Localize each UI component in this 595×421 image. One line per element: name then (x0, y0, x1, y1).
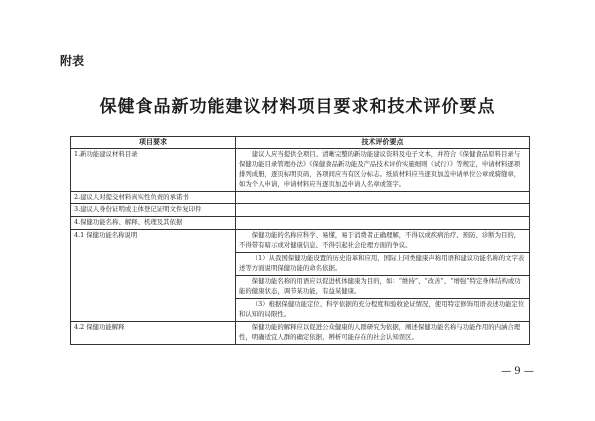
table-row (71, 148, 530, 191)
table-row (71, 191, 530, 204)
function-name-para-4: （3）根据保健功能定位、科学依据的充分程度和验收论证情况，使用特定修饰用语表述功能定位和认知的局限性。 (236, 298, 530, 321)
page-number-text: — 9 — (501, 366, 534, 377)
row-item-pledge: 2.建议人对提交材料真实性负责的承诺书 (71, 191, 236, 204)
document-title: 保健食品新功能建议材料项目要求和技术评价要点 (99, 97, 496, 117)
table-header-row (71, 137, 530, 149)
row-item-function-explanation: 4.2 保健功能解释 (71, 321, 236, 344)
row-item-identity: 3.建议人身份证明或主体登记证明文件复印件 (71, 204, 236, 217)
table-row (71, 204, 530, 217)
row-text-directory: 建议人应当提供全项目、清晰完整的新功能建议资料及电子文本，并符合《保健食品原料目录与保健功能目录管理办法》《保健食品新功能及产品技术评价实施细则（试行）》等规定，申请材料逐项排列成册，逐页标明页码，各项间应当有区分标志。纸质材料应当逐页加盖申请单位公章或骑缝章，如为个人申请，申请材料应当逐页加盖申请人名章或签字。 (236, 148, 530, 191)
row-text-pledge (236, 191, 530, 204)
requirements-table (70, 136, 530, 345)
function-name-para-1: 保健功能的名称应科学、易懂，易于消费者正确理解，不得以或疾病治疗、预防、诊断为目的，不得带有暗示或对健康信息、不得引起社会伦理方面的争议。 (236, 230, 530, 253)
column-header-project: 项目要求 (71, 137, 236, 149)
attachment-label: 附表 (60, 54, 85, 68)
row-text-function-explanation: 保健功能的解释应以促进公众健康的人群研究为依据，阐述保健功能名称与功能作用的内涵合理性，明确适宜人群的确定依据，辨析可能存在的社会认知误区。 (236, 321, 530, 344)
row-item-function: 4.保健功能名称、解释、机理及其依据 (71, 217, 236, 230)
row-item-directory: 1.新功能建议材料目录 (71, 148, 236, 191)
page-number (0, 366, 595, 377)
row-text-identity (236, 204, 530, 217)
table-row (71, 217, 530, 230)
row-item-function-name: 4.1 保健功能名称说明 (71, 230, 236, 321)
column-header-evaluation: 技术评价要点 (236, 137, 530, 149)
function-name-para-2: （1）从我国保健功能设置的历史沿革和应用、国际上同类健康声称用语和建议功能名称的文字表述等方面说明保健功能的命名依据。 (236, 253, 530, 276)
table-row (71, 230, 530, 253)
function-name-para-3: 保健功能名称的用语应以促进机体健康为目的，如：“维持”、“改善”、“增强”特定身体结构或功能的健康状态，调节某功能，有益某健康。 (236, 275, 530, 298)
row-text-function (236, 217, 530, 230)
table-row (71, 321, 530, 344)
